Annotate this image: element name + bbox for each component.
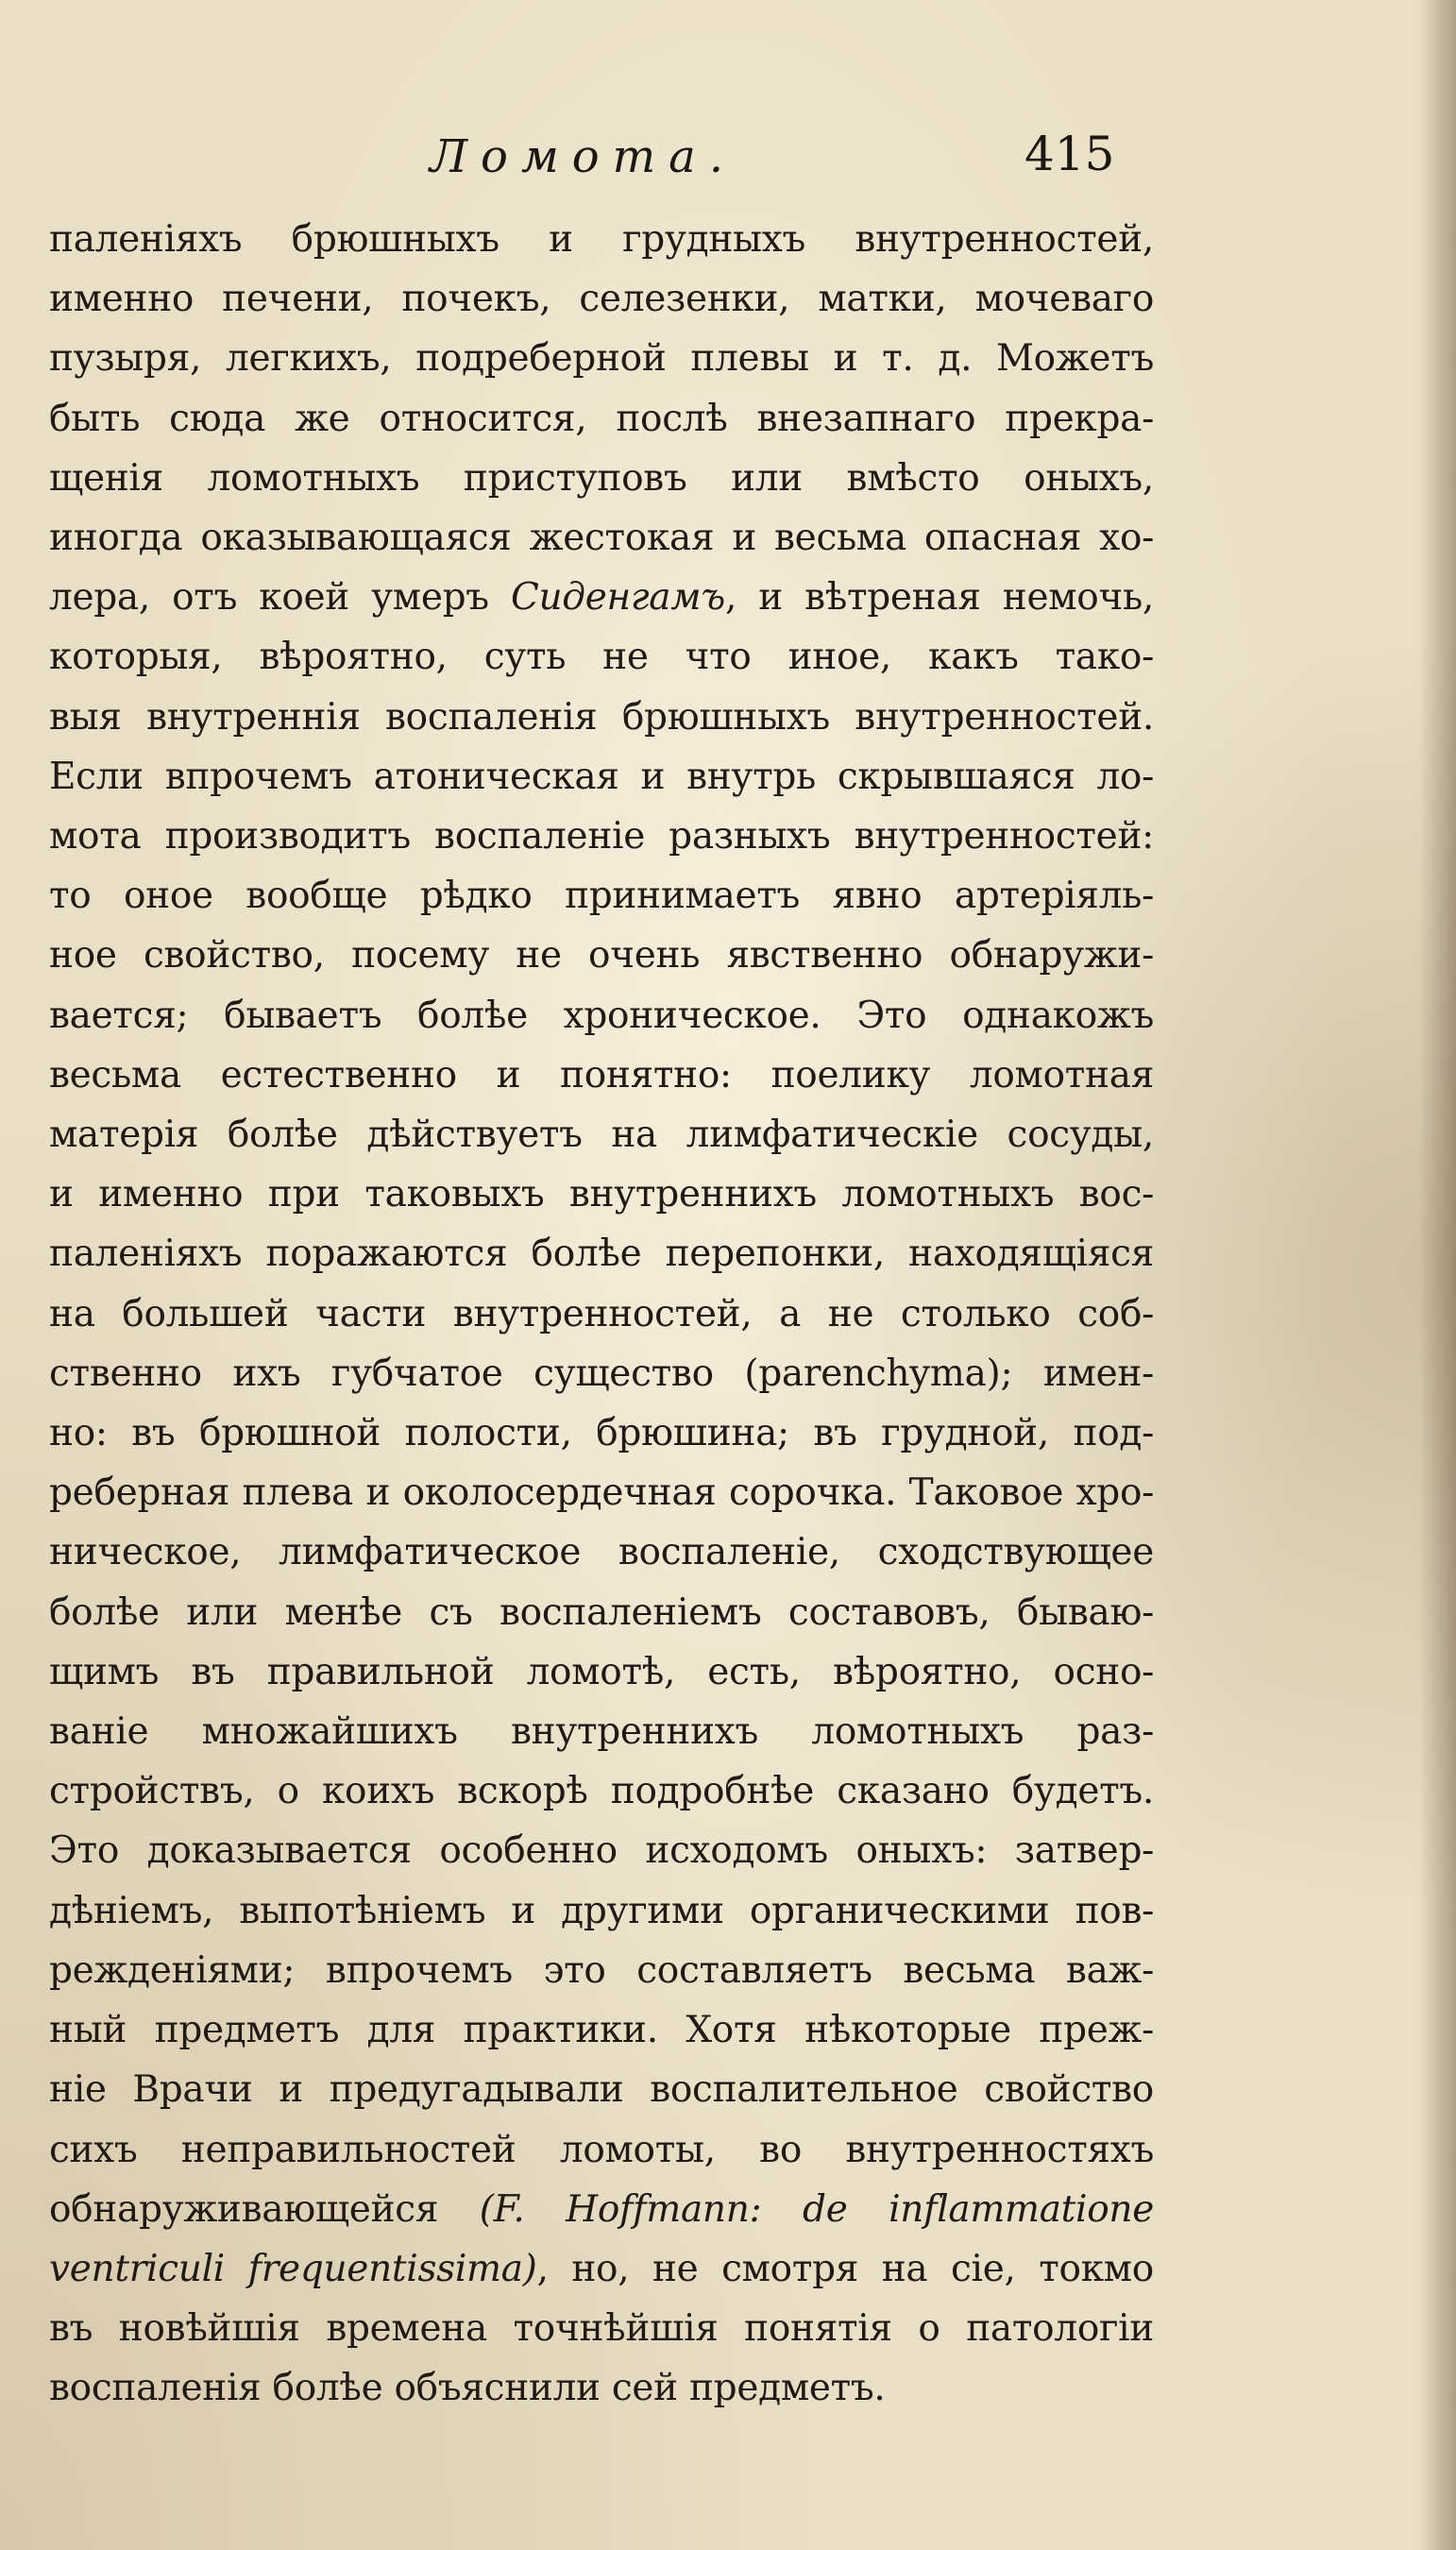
text-line: и именно при таковыхъ внутреннихъ ломотныхъ вос- — [49, 1173, 1154, 1216]
text-line: мота производитъ воспаленіе разныхъ внутренностей: — [49, 815, 1154, 858]
text-line: именно печени, почекъ, селезенки, матки, мочеваго — [49, 278, 1154, 321]
text-line: которыя, вѣроятно, суть не что иное, какъ тако- — [49, 636, 1154, 679]
text-line: лера, отъ коей умеръ Сиденгамъ, и вѣтреная немочь, — [49, 576, 1154, 620]
text-line: выя внутреннія воспаленія брюшныхъ внутренностей. — [49, 695, 1154, 739]
text-line: дѣніемъ, выпотѣніемъ и другими органическими пов- — [49, 1889, 1154, 1932]
text-line: Это доказывается особенно исходомъ оныхъ: затвер- — [49, 1829, 1154, 1873]
page-number: 415 — [1024, 127, 1115, 181]
text-line: ственно ихъ губчатое существо (parenchyma); имен- — [49, 1352, 1154, 1395]
text-line: ніе Врачи и предугадывали воспалительное свойство — [49, 2068, 1154, 2112]
text-line: но: въ брюшной полости, брюшина; въ грудной, под- — [49, 1412, 1154, 1455]
text-line: ventriculi frequentissima), но, не смотря на сіе, токмо — [49, 2247, 1154, 2290]
text-line: реберная плева и околосердечная сорочка. Таковое хро- — [49, 1471, 1154, 1515]
text-line: пузыря, легкихъ, подреберной плевы и т. д. Можетъ — [49, 337, 1154, 381]
text-line: стройствъ, о коихъ вскорѣ подробнѣе сказано будетъ. — [49, 1770, 1154, 1813]
text-line: сихъ неправильностей ломоты, во внутренностяхъ — [49, 2128, 1154, 2171]
text-line: режденіями; впрочемъ это составляетъ весьма важ- — [49, 1948, 1154, 1992]
text-line: паленіяхъ поражаются болѣе перепонки, находящіяся — [49, 1232, 1154, 1276]
text-line: ническое, лимфатическое воспаленіе, сходствующее — [49, 1531, 1154, 1574]
text-line: щимъ въ правильной ломотѣ, есть, вѣроятно, осно- — [49, 1650, 1154, 1693]
body-text — [49, 210, 1154, 2419]
text-line: матерія болѣе дѣйствуетъ на лимфатическіе сосуды, — [49, 1114, 1154, 1157]
running-title: Ломота. — [430, 130, 737, 183]
text-line: ваніе множайшихъ внутреннихъ ломотныхъ раз- — [49, 1710, 1154, 1754]
text-line: въ новѣйшія времена точнѣйшія понятія о патологіи — [49, 2307, 1154, 2351]
text-line: обнаруживающейся (F. Hoffmann: de inflammatione — [49, 2187, 1154, 2231]
text-line: Если впрочемъ атоническая и внутрь скрывшаяся ло- — [49, 755, 1154, 798]
text-line: воспаленія болѣе объяснили сей предметъ. — [49, 2367, 886, 2410]
text-line: паленіяхъ брюшныхъ и грудныхъ внутренностей, — [49, 218, 1154, 261]
text-line: то оное вообще рѣдко принимаетъ явно артеріяль- — [49, 875, 1154, 918]
text-line: иногда оказывающаяся жестокая и весьма опасная хо- — [49, 517, 1154, 560]
spine-shadow — [1418, 0, 1456, 2550]
text-line: весьма естественно и понятно: поелику ломотная — [49, 1053, 1154, 1096]
text-line: щенія ломотныхъ приступовъ или вмѣсто оныхъ, — [49, 456, 1154, 500]
text-line: болѣе или менѣе съ воспаленіемъ составовъ, бываю- — [49, 1590, 1154, 1634]
text-line: вается; бываетъ болѣе хроническое. Это однакожъ — [49, 994, 1154, 1037]
text-line: ный предметъ для практики. Хотя нѣкоторые преж- — [49, 2009, 1154, 2052]
text-line: быть сюда же относится, послѣ внезапнаго прекра- — [49, 397, 1154, 440]
text-line: на большей части внутренностей, а не столько соб- — [49, 1292, 1154, 1335]
page-header — [0, 127, 1456, 206]
text-line: ное свойство, посему не очень явственно обнаружи- — [49, 934, 1154, 978]
